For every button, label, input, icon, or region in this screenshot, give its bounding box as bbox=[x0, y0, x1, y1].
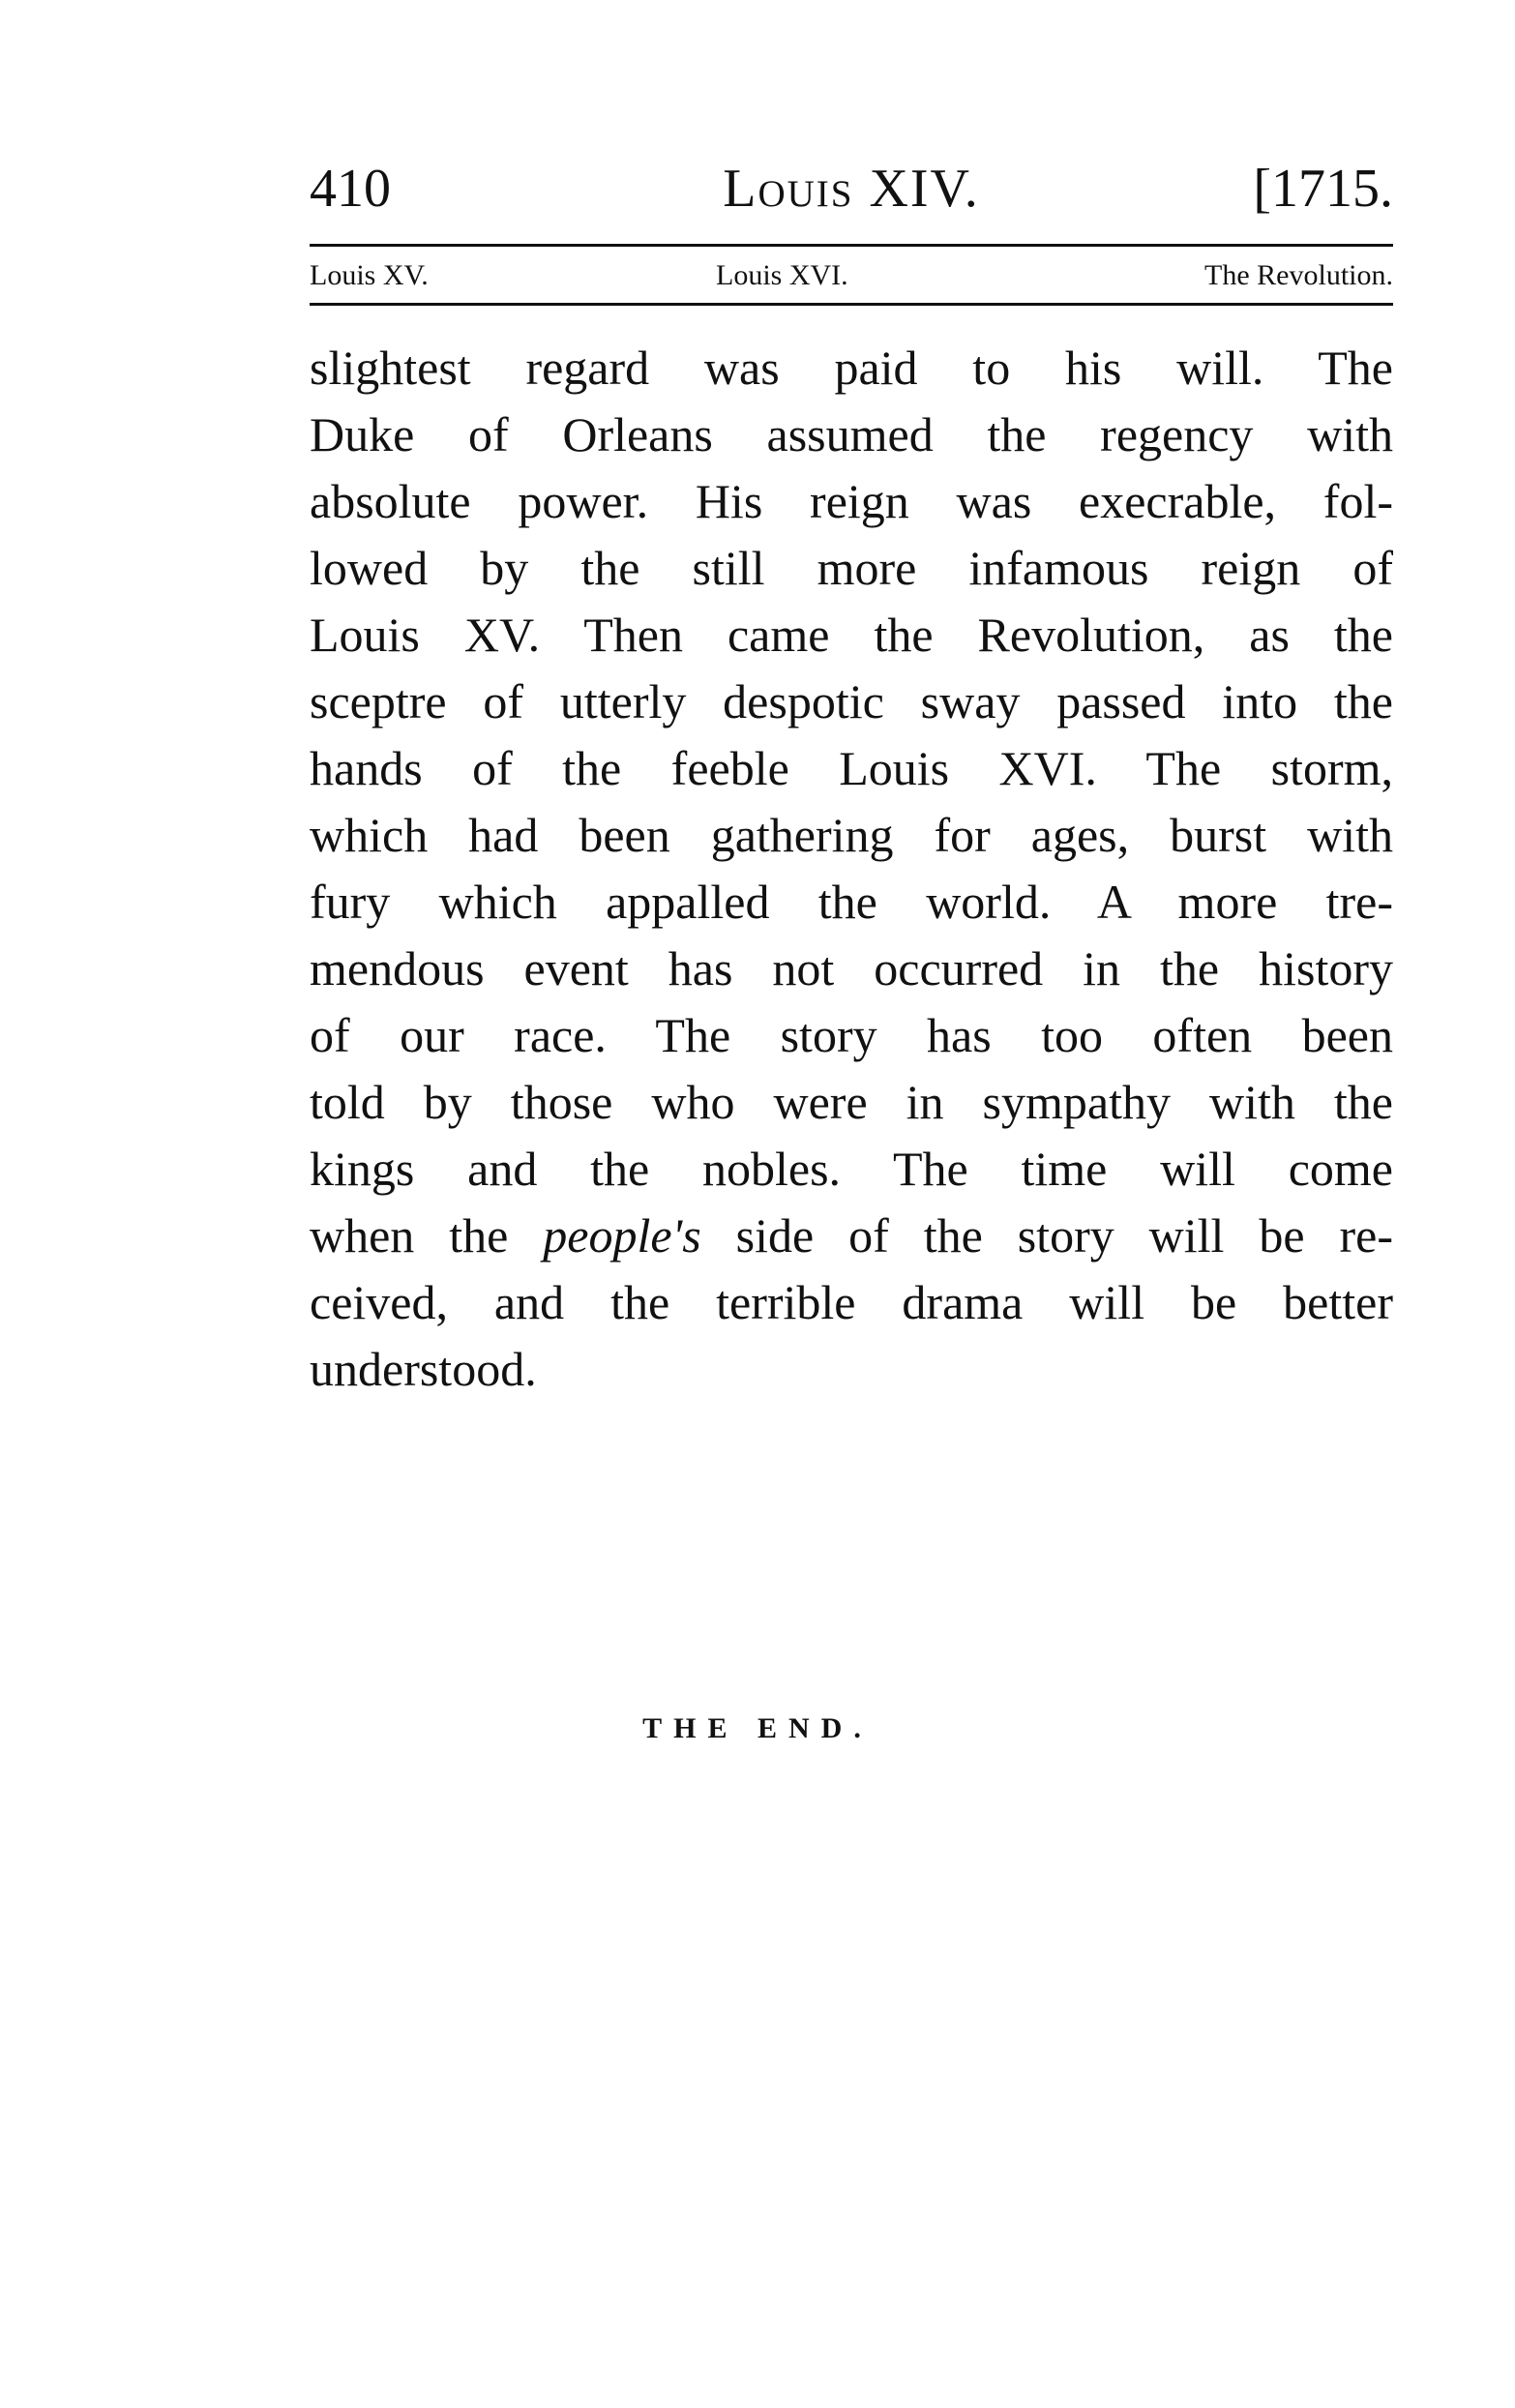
running-title bbox=[310, 155, 1393, 223]
subhead-left: Louis XV. bbox=[310, 259, 429, 291]
subhead-center: Louis XVI. bbox=[716, 259, 848, 291]
text-line: mendous event has not occurred in the history bbox=[310, 941, 1393, 996]
body-text bbox=[310, 335, 1393, 1403]
text-line: sceptre of utterly despotic sway passed into the bbox=[310, 674, 1393, 728]
subheads bbox=[310, 256, 1393, 295]
text-line: kings and the nobles. The time will come bbox=[310, 1142, 1393, 1196]
text-line: lowed by the still more infamous reign of bbox=[310, 541, 1393, 595]
header-rule-top bbox=[310, 244, 1393, 247]
text-line: slightest regard was paid to his will. The bbox=[310, 341, 1393, 395]
text-line-last: understood. bbox=[310, 1342, 537, 1396]
running-title-prefix: Louis bbox=[723, 159, 854, 219]
text-line: ceived, and the terrible drama will be better bbox=[310, 1275, 1393, 1329]
text-line: of our race. The story has too often been bbox=[310, 1008, 1393, 1062]
the-end: THE END. bbox=[642, 1712, 873, 1744]
text-line: which had been gathering for ages, burst with bbox=[310, 808, 1393, 862]
subhead-right: The Revolution. bbox=[1204, 259, 1393, 291]
text-line: Louis XV. Then came the Revolution, as the bbox=[310, 608, 1393, 662]
text-line: fury which appalled the world. A more tre- bbox=[310, 875, 1393, 929]
italic-peoples: people's bbox=[543, 1208, 701, 1263]
header-rule-bottom bbox=[310, 303, 1393, 306]
text-line-with-italic bbox=[310, 1203, 1393, 1269]
line-14-after: side of the story will be re- bbox=[735, 1208, 1393, 1263]
text-line: hands of the feeble Louis XVI. The storm, bbox=[310, 741, 1393, 795]
text-line: absolute power. His reign was execrable, fol- bbox=[310, 474, 1393, 528]
text-line: Duke of Orleans assumed the regency with bbox=[310, 407, 1393, 461]
line-14-before: when the bbox=[310, 1208, 509, 1263]
running-title-suffix: XIV. bbox=[869, 159, 980, 219]
running-year: [1715. bbox=[1253, 159, 1393, 219]
running-head bbox=[310, 155, 1393, 223]
text-line: told by those who were in sympathy with the bbox=[310, 1075, 1393, 1129]
page-number: 410 bbox=[310, 159, 391, 219]
